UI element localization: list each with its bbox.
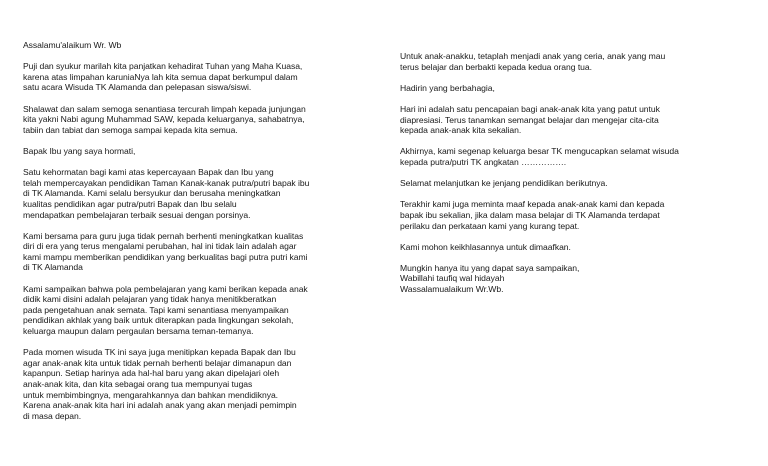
paragraph	[23, 231, 393, 273]
text-line: kami mampu memberikan pendidikan yang berkualitas bagi putra putri kami	[23, 251, 308, 262]
right-column	[400, 51, 760, 305]
text-line: pendidikan akhlak yang baik untuk diterapkan pada lingkungan sekolah,	[23, 315, 294, 326]
text-line: Satu kehormatan bagi kami atas kepercayaan Bapak dan Ibu yang	[23, 167, 274, 178]
text-line: mendapatkan pembelajaran terbaik sesuai dengan porsinya.	[23, 209, 251, 220]
text-line: Kami bersama para guru juga tidak pernah berhenti meningkatkan kualitas	[23, 230, 304, 241]
paragraph	[23, 167, 393, 220]
text-line: agar anak-anak kita untuk tidak pernah berhenti belajar dimanapun dan	[23, 357, 292, 368]
text-line: satu acara Wisuda TK Alamanda dan pelepasan siswa/siswi.	[23, 82, 252, 93]
text-line: Wabillahi taufiq wal hidayah	[400, 273, 505, 284]
text-line: telah mempercayakan pendidikan Taman Kanak-kanak putra/putri bapak ibu	[23, 177, 310, 188]
text-line: di TK Alamanda	[23, 262, 83, 273]
text-line: di masa depan.	[23, 410, 82, 421]
text-line: untuk membimbingnya, mengarahkannya dan bahkan mendidiknya.	[23, 389, 279, 400]
text-line: Kami mohon keikhlasannya untuk dimaafkan.	[400, 241, 571, 252]
text-line: Kami sampaikan bahwa pola pembelajaran yang kami berikan kepada anak	[23, 283, 308, 294]
text-line: didik kami disini adalah pelajaran yang tidak hanya menitikberatkan	[23, 294, 277, 305]
text-line: pada pengetahuan anak semata. Tapi kami senantiasa menyampaikan	[23, 304, 289, 315]
text-line: Puji dan syukur marilah kita panjatkan kehadirat Tuhan yang Maha Kuasa,	[23, 61, 303, 72]
paragraph	[400, 83, 760, 94]
text-line: Hari ini adalah satu pencapaian bagi anak-anak kita yang patut untuk	[400, 103, 660, 114]
text-line: Bapak Ibu yang saya hormati,	[23, 145, 136, 156]
text-line: Untuk anak-anakku, tetaplah menjadi anak yang ceria, anak yang mau	[400, 51, 666, 61]
text-line: perilaku dan perkataan kami yang kurang tepat.	[400, 220, 580, 231]
paragraph	[400, 242, 760, 253]
paragraph	[23, 61, 393, 93]
text-line: Pada momen wisuda TK ini saya juga menitipkan kepada Bapak dan Ibu	[23, 347, 296, 358]
paragraph	[400, 104, 760, 136]
left-column	[23, 40, 393, 432]
text-line: diapresiasi. Terus tanamkan semangat belajar dan mengejar cita-cita	[400, 114, 659, 125]
paragraph	[400, 178, 760, 189]
paragraph	[400, 146, 760, 167]
text-line: Wassalamualaikum Wr.Wb.	[400, 284, 504, 295]
text-line: bapak ibu sekalian, jika dalam masa belajar di TK Alamanda terdapat	[400, 209, 660, 220]
text-line: kepada anak-anak kita sekalian.	[400, 125, 522, 136]
paragraph	[23, 284, 393, 337]
text-line: Selamat melanjutkan ke jenjang pendidikan berikutnya.	[400, 178, 608, 189]
text-line: tabiin dan tabiat dan semoga sampai kepada kita semua.	[23, 124, 238, 135]
text-line: keluarga maupun dalam pergaulan bersama teman-temanya.	[23, 326, 254, 337]
text-line: kita yakni Nabi agung Muhammad SAW, kepada keluarganya, sahabatnya,	[23, 114, 305, 125]
text-line: Hadirin yang berbahagia,	[400, 82, 495, 93]
text-line: di TK Alamanda. Kami selalu bersyukur dan berusaha meningkatkan	[23, 188, 281, 199]
text-line: kapanpun. Setiap harinya ada hal-hal baru yang akan dipelajari oleh	[23, 368, 280, 379]
text-line: Shalawat dan salam semoga senantiasa tercurah limpah kepada junjungan	[23, 103, 306, 114]
paragraph	[400, 263, 760, 295]
paragraph	[23, 146, 393, 157]
text-line: anak-anak kita, dan kita sebagai orang tua mempunyai tugas	[23, 379, 253, 389]
text-line: terus belajar dan berbakti kepada kedua orang tua.	[400, 61, 592, 72]
text-line: Karena anak-anak kita hari ini adalah anak yang akan menjadi pemimpin	[23, 400, 297, 411]
text-line: kepada putra/putri TK angkatan …………….	[400, 156, 567, 167]
text-line: kualitas pendidikan agar putra/putri Bapak dan Ibu selalu	[23, 198, 237, 209]
paragraph	[400, 51, 760, 72]
text-line: Mungkin hanya itu yang dapat saya sampaikan,	[400, 262, 580, 273]
text-line: Assalamu'alaikum Wr. Wb	[23, 40, 122, 50]
text-line: karena atas limpahan karuniaNya lah kita semua dapat berkumpul dalam	[23, 71, 298, 82]
paragraph	[23, 104, 393, 136]
text-line: Akhirnya, kami segenap keluarga besar TK mengucapkan selamat wisuda	[400, 146, 679, 157]
text-line: Terakhir kami juga meminta maaf kepada anak-anak kami dan kepada	[400, 199, 665, 210]
paragraph	[400, 199, 760, 231]
paragraph	[23, 40, 393, 51]
text-line: diri di era yang terus mengalami perubahan, hal ini tidak lain adalah agar	[23, 241, 297, 252]
paragraph	[23, 347, 393, 421]
